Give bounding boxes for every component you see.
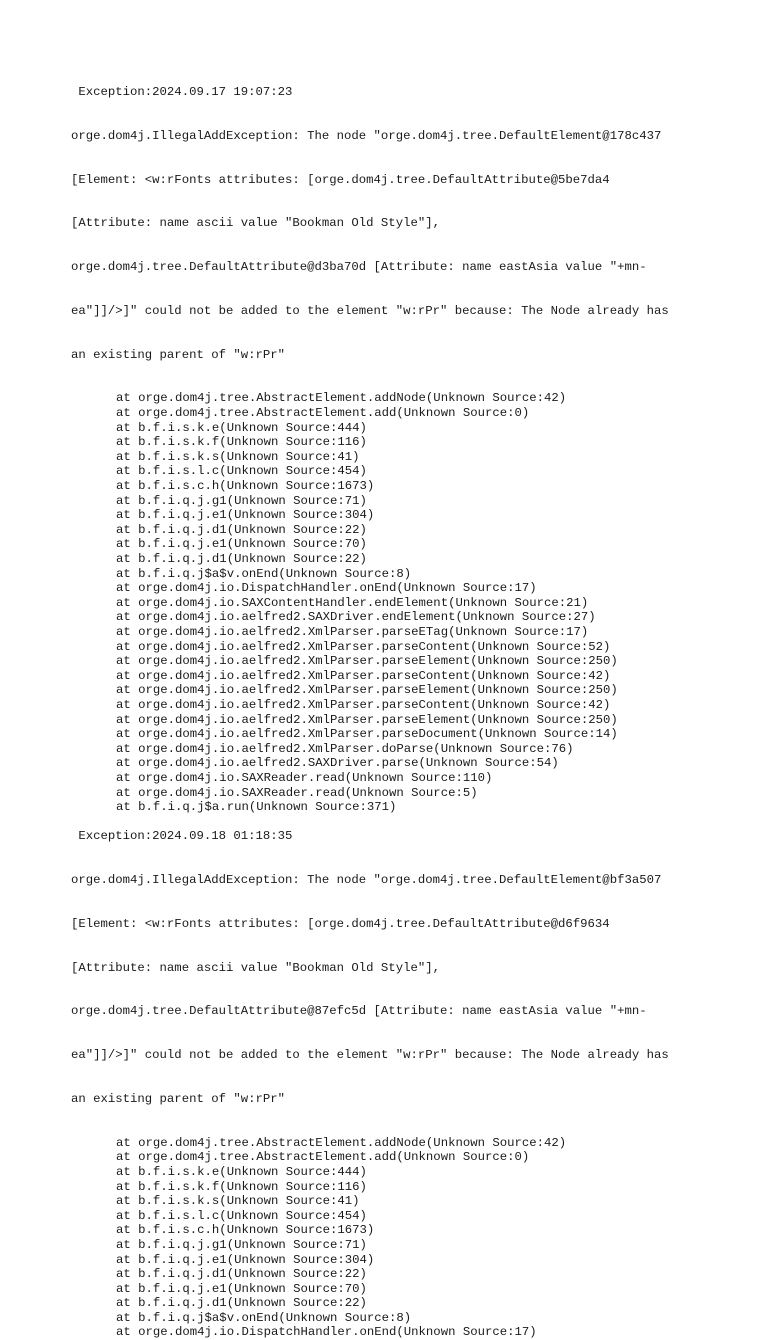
stack-frame: at orge.dom4j.tree.AbstractElement.addNode(Unknown Source:42) [116, 391, 567, 406]
message-line: orge.dom4j.tree.DefaultAttribute@87efc5d [Attribute: name eastAsia value "+mn- [71, 1004, 647, 1019]
exception-entry [71, 85, 711, 815]
stack-frame: at b.f.i.q.j.d1(Unknown Source:22) [116, 1267, 367, 1282]
stack-frame: at b.f.i.q.j.d1(Unknown Source:22) [116, 522, 367, 537]
stack-frame: at orge.dom4j.io.SAXReader.read(Unknown Source:5) [116, 785, 478, 800]
stack-frame: at b.f.i.s.l.c(Unknown Source:454) [116, 464, 367, 479]
stack-frame: at b.f.i.s.c.h(Unknown Source:1673) [116, 1223, 375, 1238]
stack-frame: at b.f.i.s.k.s(Unknown Source:41) [116, 1194, 360, 1209]
stack-frame: at orge.dom4j.io.SAXContentHandler.endElement(Unknown Source:21) [116, 595, 589, 610]
stack-frame: at b.f.i.s.k.e(Unknown Source:444) [116, 1164, 367, 1179]
stack-frame: at orge.dom4j.tree.AbstractElement.add(Unknown Source:0) [116, 406, 530, 421]
stack-frame: at orge.dom4j.io.SAXReader.read(Unknown Source:110) [116, 770, 493, 785]
stack-frame: at b.f.i.q.j.e1(Unknown Source:70) [116, 1281, 367, 1296]
exception-entry [71, 829, 711, 1340]
stack-frame: at b.f.i.q.j$a$v.onEnd(Unknown Source:8) [116, 566, 412, 581]
stack-frame: at orge.dom4j.tree.AbstractElement.addNode(Unknown Source:42) [116, 1135, 567, 1150]
log-document [71, 85, 711, 1340]
stack-trace [71, 1136, 711, 1340]
message-line: an existing parent of "w:rPr" [71, 1091, 286, 1106]
exception-message [71, 100, 711, 392]
stack-frame: at orge.dom4j.io.aelfred2.XmlParser.parseElement(Unknown Source:250) [116, 683, 618, 698]
stack-frame: at orge.dom4j.io.aelfred2.XmlParser.parseContent(Unknown Source:42) [116, 697, 611, 712]
stack-frame: at b.f.i.q.j.e1(Unknown Source:304) [116, 1252, 375, 1267]
stack-frame: at b.f.i.q.j.g1(Unknown Source:71) [116, 493, 367, 508]
stack-frame: at b.f.i.s.l.c(Unknown Source:454) [116, 1208, 367, 1223]
stack-frame: at orge.dom4j.tree.AbstractElement.add(Unknown Source:0) [116, 1150, 530, 1165]
stack-frame: at orge.dom4j.io.aelfred2.XmlParser.parseDocument(Unknown Source:14) [116, 727, 618, 742]
message-line: ea"]]/>]" could not be added to the element "w:rPr" because: The Node already has [71, 303, 669, 318]
stack-frame: at orge.dom4j.io.aelfred2.XmlParser.doParse(Unknown Source:76) [116, 741, 574, 756]
stack-frame: at b.f.i.q.j.d1(Unknown Source:22) [116, 552, 367, 566]
stack-frame: at b.f.i.s.k.s(Unknown Source:41) [116, 449, 360, 464]
stack-trace [71, 391, 711, 814]
stack-frame: at b.f.i.s.k.f(Unknown Source:116) [116, 1179, 367, 1194]
stack-frame: at b.f.i.q.j.g1(Unknown Source:71) [116, 1237, 367, 1252]
stack-frame: at orge.dom4j.io.DispatchHandler.onEnd(Unknown Source:17) [116, 581, 537, 596]
stack-frame: at b.f.i.q.j$a$v.onEnd(Unknown Source:8) [116, 1310, 412, 1325]
stack-frame: at b.f.i.q.j$a.run(Unknown Source:371) [116, 800, 397, 815]
message-line: an existing parent of "w:rPr" [71, 347, 286, 362]
stack-frame: at orge.dom4j.io.aelfred2.XmlParser.parseContent(Unknown Source:52) [116, 639, 611, 654]
exception-timestamp: Exception:2024.09.18 01:18:35 [71, 829, 293, 844]
message-line: orge.dom4j.IllegalAddException: The node "orge.dom4j.tree.DefaultElement@bf3a507 [71, 873, 662, 888]
message-line: orge.dom4j.IllegalAddException: The node "orge.dom4j.tree.DefaultElement@178c437 [71, 128, 662, 143]
stack-frame: at orge.dom4j.io.DispatchHandler.onEnd(Unknown Source:17) [116, 1325, 537, 1340]
stack-frame: at b.f.i.s.c.h(Unknown Source:1673) [116, 479, 375, 494]
exception-timestamp: Exception:2024.09.17 19:07:23 [71, 85, 293, 99]
stack-frame: at orge.dom4j.io.aelfred2.XmlParser.parseElement(Unknown Source:250) [116, 654, 618, 669]
stack-frame: at orge.dom4j.io.aelfred2.SAXDriver.parse(Unknown Source:54) [116, 756, 559, 771]
message-line: [Element: <w:rFonts attributes: [orge.dom4j.tree.DefaultAttribute@d6f9634 [71, 916, 610, 931]
message-line: [Attribute: name ascii value "Bookman Old Style"], [71, 960, 440, 975]
message-line: [Element: <w:rFonts attributes: [orge.dom4j.tree.DefaultAttribute@5be7da4 [71, 172, 610, 187]
message-line: [Attribute: name ascii value "Bookman Old Style"], [71, 216, 440, 231]
message-line: orge.dom4j.tree.DefaultAttribute@d3ba70d [Attribute: name eastAsia value "+mn- [71, 260, 647, 275]
stack-frame: at orge.dom4j.io.aelfred2.SAXDriver.endElement(Unknown Source:27) [116, 610, 596, 625]
stack-frame: at b.f.i.s.k.e(Unknown Source:444) [116, 420, 367, 435]
stack-frame: at b.f.i.q.j.d1(Unknown Source:22) [116, 1296, 367, 1311]
stack-frame: at orge.dom4j.io.aelfred2.XmlParser.parseETag(Unknown Source:17) [116, 624, 589, 639]
stack-frame: at orge.dom4j.io.aelfred2.XmlParser.parseElement(Unknown Source:250) [116, 712, 618, 727]
stack-frame: at b.f.i.s.k.f(Unknown Source:116) [116, 435, 367, 450]
stack-frame: at b.f.i.q.j.e1(Unknown Source:70) [116, 537, 367, 552]
stack-frame: at b.f.i.q.j.e1(Unknown Source:304) [116, 508, 375, 523]
stack-frame: at orge.dom4j.io.aelfred2.XmlParser.parseContent(Unknown Source:42) [116, 668, 611, 683]
exception-message [71, 844, 711, 1136]
message-line: ea"]]/>]" could not be added to the element "w:rPr" because: The Node already has [71, 1048, 669, 1063]
